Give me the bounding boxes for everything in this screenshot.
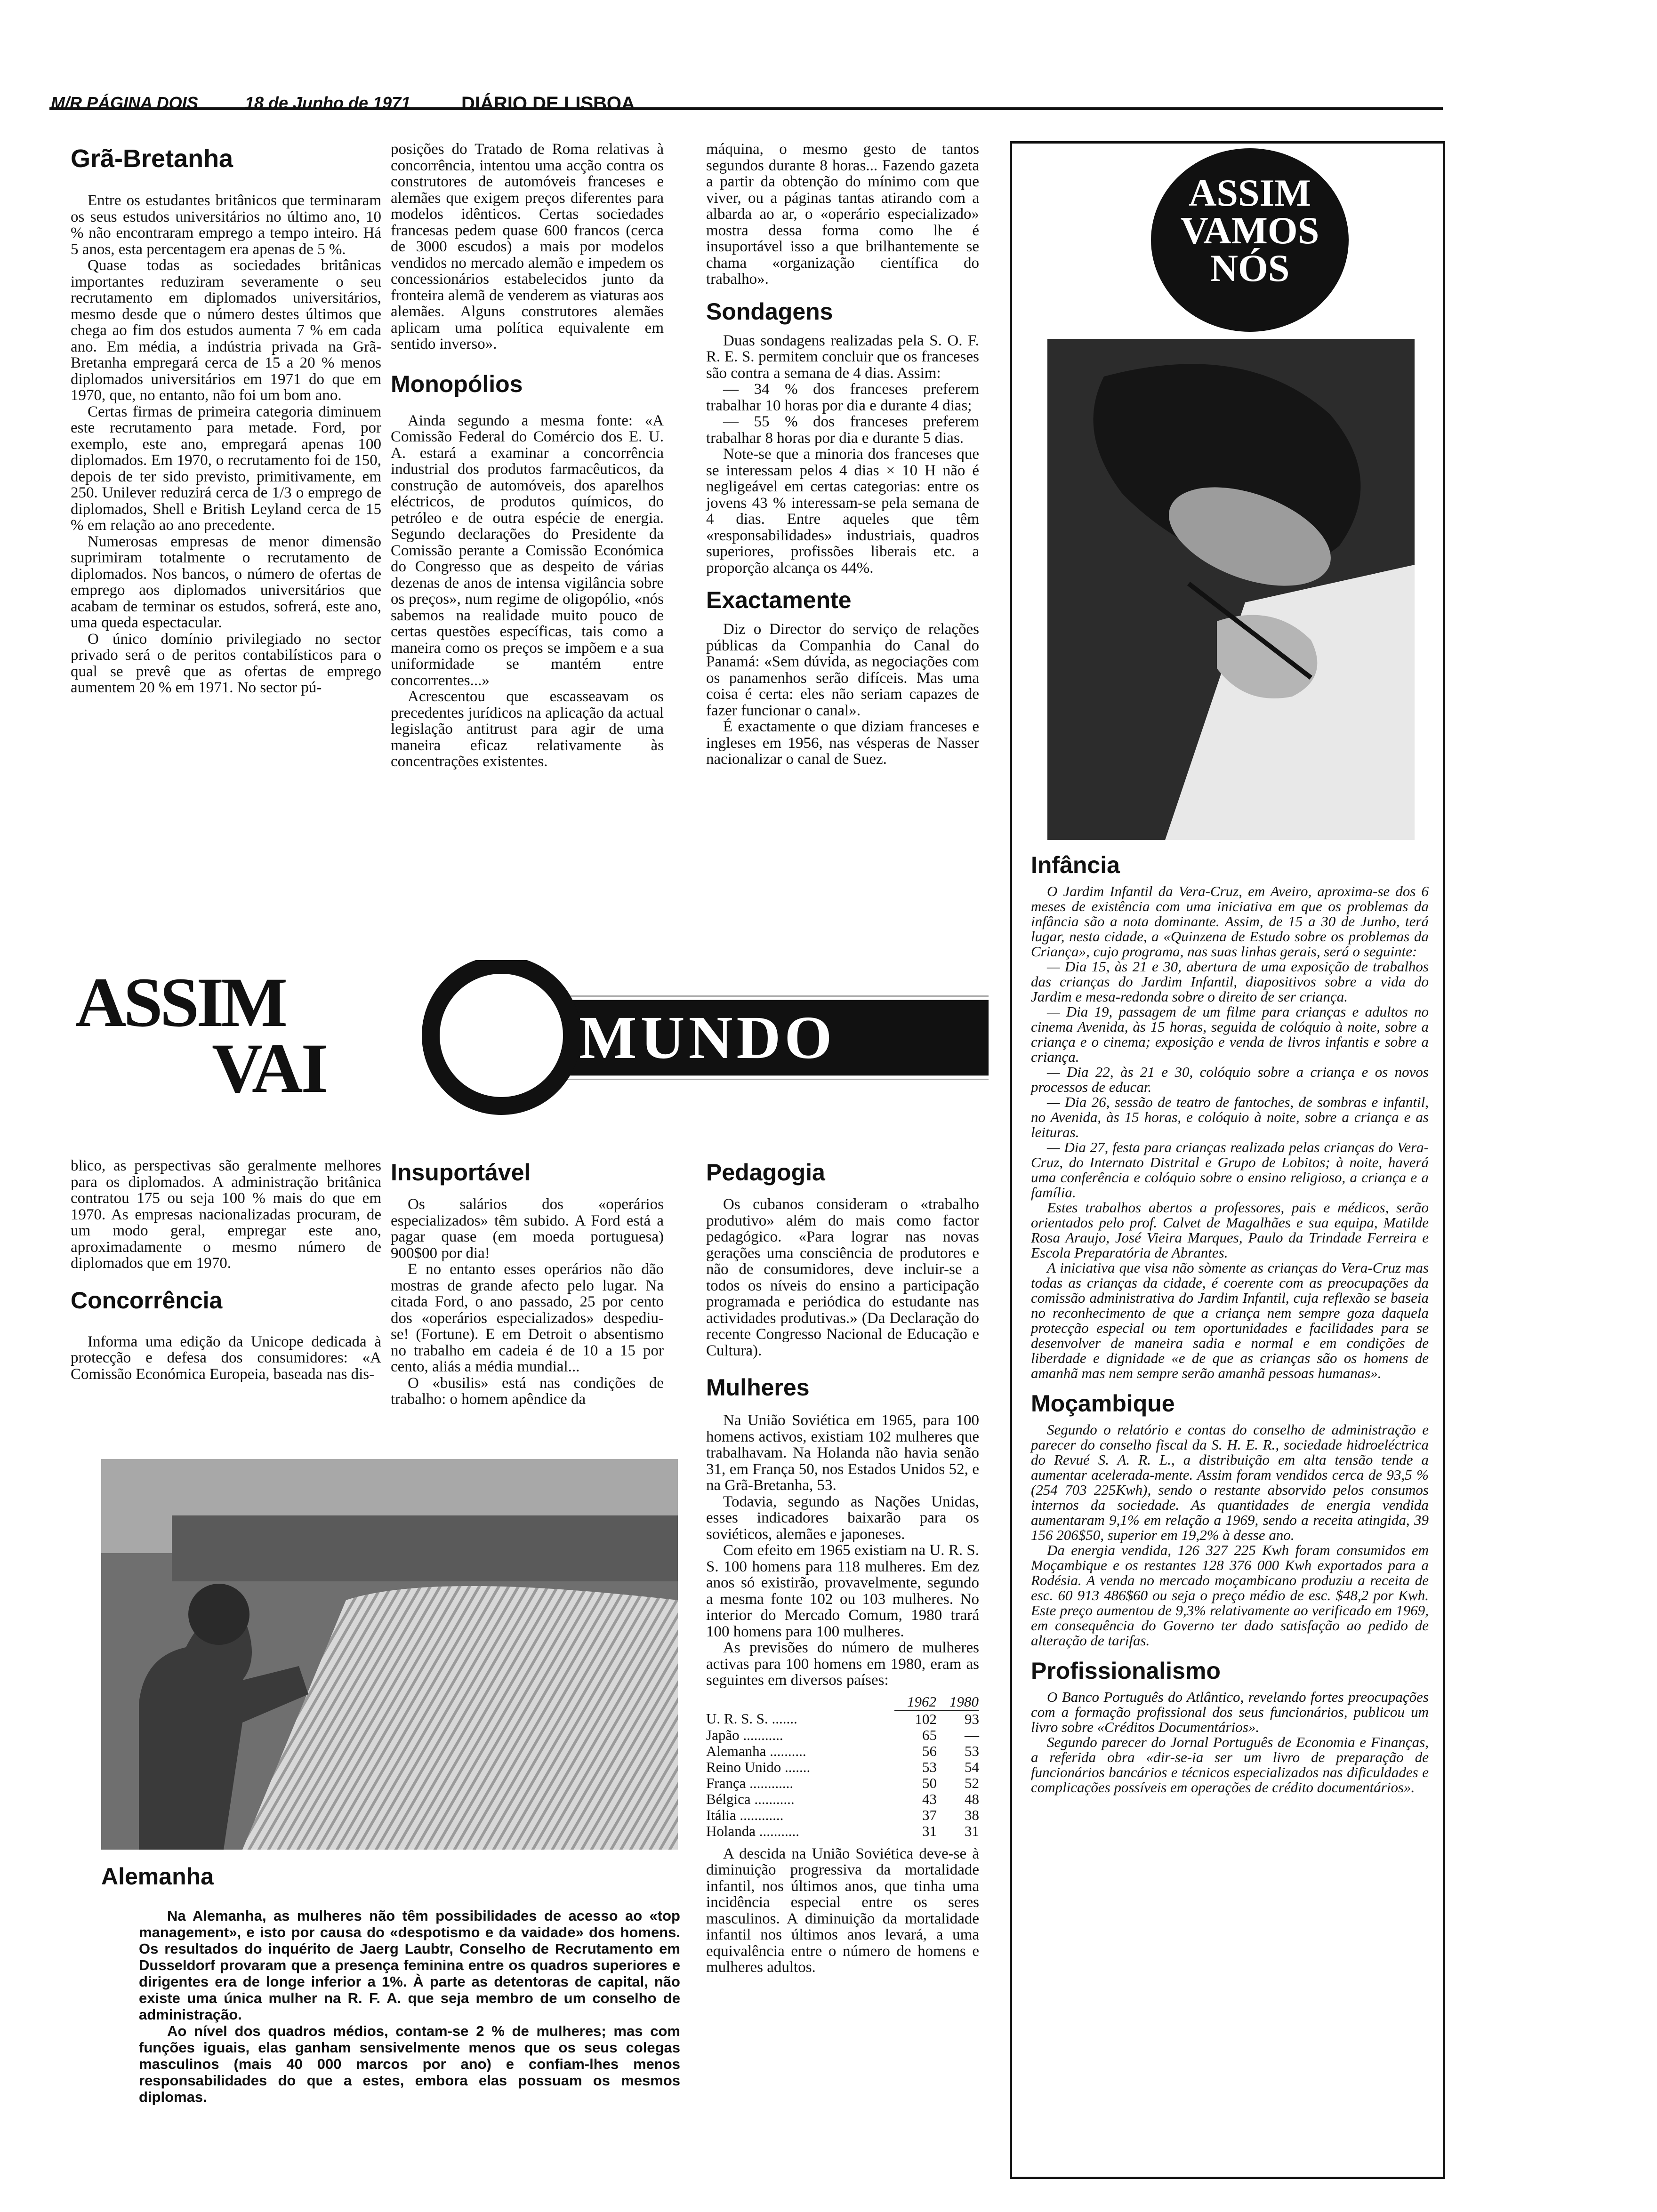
table-row	[706, 1727, 979, 1743]
paragraph: É exactamente o que diziam franceses e ingleses em 1956, nas vésperas de Nasser nacionalizar o canal de Suez.	[706, 718, 979, 768]
table-row	[706, 1711, 979, 1727]
paragraph: — 55 % dos franceses preferem trabalhar 8 horas por dia e durante 5 dias.	[706, 413, 979, 447]
paragraph: Segundo parecer do Jornal Português de Economia e Finanças, a referida obra «dir-se-ia ser um livro de preparação de funcionários bancários e técnicos especializados nas dificuldades e complicações possíveis em operações de crédito documentários».	[1031, 1734, 1429, 1795]
photo-child-writing	[1047, 339, 1415, 840]
column-insuportavel	[391, 1158, 664, 1408]
paragraph: — Dia 22, às 21 e 30, colóquio sobre a criança e os novos processos de educar.	[1031, 1064, 1429, 1095]
value-1980: 38	[965, 1806, 979, 1823]
stats-header-row	[706, 1693, 979, 1711]
value-1980: 53	[965, 1742, 979, 1759]
banner-mundo: MUNDO	[579, 1004, 836, 1072]
country: França ............	[706, 1774, 794, 1791]
country: Bélgica ...........	[706, 1790, 795, 1807]
paragraph: — 34 % dos franceses preferem trabalhar 10 horas por dia e durante 4 dias;	[706, 381, 979, 414]
paragraph: Estes trabalhos abertos a professores, pais e médicos, serão orientados pelo prof. Calvet de Magalhães e sua equipa, Matilde Rosa Araujo, José Vieira Marques, Paulo da Trindade Ferreira e Escola Preparatória de Abrantes.	[1031, 1199, 1429, 1261]
table-row	[706, 1823, 979, 1839]
value-1962: 31	[922, 1822, 937, 1839]
value-1980: 54	[965, 1758, 979, 1775]
paragraph: Numerosas empresas de menor dimensão suprimiram totalmente o recrutamento de diplomados. Nos bancos, o número de ofertas de emprego aos diplomados universitários que acabam de terminar os estudos, sofrerá, este ano, uma queda espectacular.	[71, 533, 381, 631]
table-row	[706, 1759, 979, 1775]
country: Itália ............	[706, 1806, 784, 1823]
table-row	[706, 1775, 979, 1791]
paragraph: A descida na União Soviética deve-se à diminuição progressiva da mortalidade infantil, nos últimos anos, que tinha uma incidência especial entre os seres masculinos. A diminuição da mortalidade infantil nos últimos anos levará, a uma equivalência entre o número de homens e mulheres adultos.	[706, 1845, 979, 1976]
logo-line: ASSIM	[1189, 171, 1311, 214]
heading-mulheres: Mulheres	[706, 1374, 810, 1401]
paragraph: Na Alemanha, as mulheres não têm possibilidades de acesso ao «top management», e isto por causa do «despotismo e da vaidade» dos homens. Os resultados do inquérito de Jaerg Laubtr, Conselho de Recrutamento em Dusseldorf provaram que a presença feminina entre os quadros superiores e dirigentes era de longe inferior a 1%. À parte as detentoras de capital, não existe uma única mulher na R. F. A. que seja membro de um conselho de administração.	[139, 1907, 680, 2023]
value-1962: 65	[922, 1726, 937, 1743]
table-row	[706, 1791, 979, 1807]
paragraph: Com efeito em 1965 existiam na U. R. S. S. 100 homens para 118 mulheres. Em dez anos só existirão, provavelmente, segundo a mesma fonte 102 ou 103 mulheres. No interior do Mercado Comum, 1980 trará 100 homens para 100 mulheres.	[706, 1542, 979, 1640]
paragraph: Duas sondagens realizadas pela S. O. F. R. E. S. permitem concluir que os franceses são contra a semana de 4 dias. Assim:	[706, 332, 979, 382]
stats-col-1980: 1980	[937, 1693, 979, 1711]
paragraph: O Banco Português do Atlântico, revelando fortes preocupações com a formação profissional dos seus funcionários, publicou um livro sobre «Créditos Documentários».	[1031, 1689, 1429, 1735]
paragraph: O «busilis» está nas condições de trabalho: o homem apêndice da	[391, 1374, 664, 1408]
paragraph: posições do Tratado de Roma relativas à concorrência, intentou uma acção contra os construtores de automóveis franceses e alemães que exigem preços diferentes para modelos idênticos. Certas sociedades francesas pedem quase 600 francos (cerca de 3000 escudos) a mais por modelos vendidos no mercado alemão e impedem os concessionários estabelecidos junto da fronteira alemã de venderem as viaturas aos alemães. Alguns construtores alemães aplicam uma política equivalente em sentido inverso».	[391, 141, 664, 353]
alemanha-body	[101, 1907, 680, 2105]
value-1962: 56	[922, 1742, 937, 1759]
paragraph: A iniciativa que visa não sòmente as crianças do Vera-Cruz mas todas as crianças da cidade, é coerente com as preocupações da comissão administrativa do Jardim Infantil, cuja reflexão se baseia no reconhecimento de que a criança nem sempre goza daquela protecção especial ou tem oportunidades e facilidades para se desenvolver de maneira sadia e normal e em condições de liberdade e dignidade «e de que as crianças são os homens de amanhã mas nem sempre serão amanhã pessoas humanas».	[1031, 1259, 1429, 1381]
photo-textile-illustration	[101, 1459, 678, 1850]
column-sondagens	[706, 141, 979, 768]
paragraph: Informa uma edição da Unicope dedicada à protecção e defesa dos consumidores: «A Comissão Económica Europeia, baseada nas dis-	[71, 1333, 381, 1383]
heading-profissionalismo: Profissionalismo	[1031, 1658, 1221, 1684]
country: U. R. S. S. .......	[706, 1710, 797, 1727]
column-gra-bretanha	[71, 144, 381, 696]
paragraph: Acrescentou que escasseavam os precedentes jurídicos na aplicação da actual legislação antitrust para agir de uma maneira eficaz relativamente às concentrações existentes.	[391, 688, 664, 770]
value-1962: 50	[922, 1774, 937, 1791]
issue-date: 18 de Junho de 1971	[245, 93, 411, 112]
paragraph: Segundo o relatório e contas do conselho de administração e parecer do conselho fiscal da S. H. E. R., sociedade hidroeléctrica do Revué S. A. R. L., a distribuição em alta tensão tende a aumentar acelerada-mente. Assim foram vendidos cerca de 93,5 % (254 703 225Kwh), sendo o restante absorvido pelos consumos internos da sociedade. As quantidades de energia vendida aumentaram 9,1% em relação a 1969, sendo a receita atingida, 39 156 206$50, superior em 19,2% à desse ano.	[1031, 1421, 1429, 1543]
paragraph: E no entanto esses operários não dão mostras de grande afecto pelo lugar. Na citada Ford, o ano passado, 25 por cento dos «operários especializados» despediu-se! (Fortune). E em Detroit o absentismo no trabalho em cadeia é de 10 a 15 por cento, aliás a média mundial...	[391, 1261, 664, 1375]
paragraph: Ao nível dos quadros médios, contam-se 2 % de mulheres; mas com funções iguais, elas ganham sensivelmente menos que os seus colegas masculinos (mais 40 000 marcos por ano) e confiam-lhes menos responsabilidades do que a estes, embora elas possuam os mesmos diplomas.	[139, 2023, 680, 2105]
banner-assim: ASSIM	[75, 963, 285, 1042]
logo-assim-vamos-nos	[1151, 148, 1349, 332]
table-row	[706, 1743, 979, 1759]
paragraph: Ainda segundo a mesma fonte: «A Comissão Federal do Comércio dos E. U. A. estará a examinar a concorrência industrial dos produtos farmacêuticos, da construção de automóveis, dos aparelhos eléctricos, de produtos químicos, do petróleo e de outra espécie de energia. Segundo declarações do Presidente da Comissão perante a Comissão Económica do Congresso que as despeito de várias dezenas de anos de intensa vigilância sobre os preços», num regime de oligopólio, «nós sabemos na realidade muito pouco de certas questões específicas, tais como a maneira como os preços se impõem e a sua uniformidade se mantém entre concorrentes...»	[391, 412, 664, 689]
value-1962: 43	[922, 1790, 937, 1807]
paragraph: Certas firmas de primeira categoria diminuem este recrutamento para metade. Ford, por exemplo, este ano, empregará apenas 100 diplomados. Em 1970, o recrutamento foi de 150, depois de ter sido previsto, primitivamente, em 250. Unilever reduzirá cerca de 1/3 o emprego de diplomados, Shell e British Leyland cerca de 15 % em relação ao ano precedente.	[71, 403, 381, 534]
column-concorrencia	[71, 1158, 381, 1382]
paragraph: Quase todas as sociedades britânicas importantes reduziram severamente o seu recrutamento em diplomados universitários, mesmo desde que o número destes últimos que chega ao fim dos estudos aumenta 7 % em cada ano. Em média, a indústria privada na Grã-Bretanha empregará cerca de 15 a 20 % menos diplomados universitários em 1971 do que em 1970, que, no entanto, não foi um bom ano.	[71, 257, 381, 404]
paragraph: Todavia, segundo as Nações Unidas, esses indicadores baixarão para os soviéticos, alemães e japoneses.	[706, 1493, 979, 1543]
heading-sondagens: Sondagens	[706, 298, 833, 325]
paragraph: — Dia 19, passagem de um filme para crianças e adultos no cinema Avenida, às 15 horas, seguida de colóquio à noite, sobre a criança e o cinema; exposição e venda de livros infantis e sobre a criança.	[1031, 1003, 1429, 1065]
heading-insuportavel: Insuportável	[391, 1159, 531, 1186]
banner-assim-vai-o-mundo	[71, 960, 989, 1115]
paragraph: Os cubanos consideram o «trabalho produtivo» além do mais como factor pedagógico. «Para lograr nas novas gerações uma consciência de produtores e não de consumidores, deve incluir-se a todos os níveis do ensino a participação programada e periódica do estudante nas actividades produtivas.» (Da Declaração do recente Congresso Nacional de Educação e Cultura).	[706, 1196, 979, 1359]
paragraph: — Dia 15, às 21 e 30, abertura de uma exposição de trabalhos das crianças do Jardim Infantil, diapositivos sobre a vida do Jardim e mesa-redonda sobre o direito de ser criança.	[1031, 958, 1429, 1005]
banner-vai: VAI	[212, 1029, 327, 1107]
banner-o-ring	[431, 965, 572, 1106]
value-1980: 52	[965, 1774, 979, 1791]
paragraph: — Dia 27, festa para crianças realizada pelas crianças do Vera-Cruz, do Internato Distrital e Grupo de Lobitos; à noite, haverá uma conferência e colóquio sobre o ensino religioso, a criança e a família.	[1031, 1139, 1429, 1201]
heading-gra-bretanha: Grã-Bretanha	[71, 144, 233, 173]
newspaper-name: DIÁRIO DE LISBOA	[461, 93, 635, 114]
section-alemanha	[101, 1861, 680, 2105]
paragraph: O Jardim Infantil da Vera-Cruz, em Aveiro, aproxima-se dos 6 meses de existência com uma iniciativa em que os problemas da infância são a nota dominante. Assim, de 15 a 30 de Junho, terá lugar, nesta cidade, a «Quinzena de Estudo sobre os problemas da Criança», cujo programa, nas suas linhas gerais, será o seguinte:	[1031, 883, 1429, 960]
value-1962: 37	[922, 1806, 937, 1823]
heading-concorrencia: Concorrência	[71, 1287, 223, 1314]
heading-mocambique: Moçambique	[1031, 1390, 1175, 1417]
stats-col-1962: 1962	[894, 1693, 937, 1711]
paragraph: Na União Soviética em 1965, para 100 homens activos, existiam 102 mulheres que trabalhavam. Na Holanda não havia senão 31, em França 50, nos Estados Unidos 52, e na Grã-Bretanha, 53.	[706, 1412, 979, 1494]
heading-pedagogia: Pedagogia	[706, 1159, 825, 1186]
paragraph: O único domínio privilegiado no sector privado será o de peritos contabilísticos para o qual se prevê que as ofertas de emprego aumentem 20 % em 1971. No sector pú-	[71, 630, 381, 696]
photo-textile-worker	[101, 1459, 678, 1850]
table-row	[706, 1807, 979, 1823]
column-pedagogia-mulheres	[706, 1158, 979, 1976]
value-1962: 102	[915, 1710, 937, 1727]
heading-monopolios: Monopólios	[391, 370, 523, 397]
paragraph: Note-se que a minoria dos franceses que se interessam pelos 4 dias × 10 H não é negligeável em certas categorias: entre os jovens 43 % interessam-se pela semana de 4 dias. Entre aqueles que têm «responsabilidades» industriais, quadros superiores, profissões liberais etc. a proporção alcança os 44%.	[706, 446, 979, 577]
paragraph: Entre os estudantes britânicos que terminaram os seus estudos universitários no último ano, 10 % não encontraram emprego a tempo inteiro. Há 5 anos, esta percentagem era apenas de 5 %.	[71, 192, 381, 258]
value-1980: —	[965, 1726, 979, 1743]
paragraph: As previsões do número de mulheres activas para 100 homens em 1980, eram as seguintes em diversos países:	[706, 1639, 979, 1689]
photo-child-illustration	[1047, 339, 1415, 840]
stats-table	[706, 1693, 979, 1839]
value-1980: 31	[965, 1822, 979, 1839]
header-rule	[49, 107, 1443, 110]
paragraph: — Dia 26, sessão de teatro de fantoches, de sombras e infantil, no Avenida, às 15 horas, e colóquio à noite, sobre a criança e as leituras.	[1031, 1094, 1429, 1140]
heading-alemanha: Alemanha	[101, 1863, 214, 1890]
paragraph: máquina, o mesmo gesto de tantos segundos durante 8 horas... Fazendo gazeta a partir da obtenção do mínimo com que viver, ou a páginas tantas atirando com a albarda ao ar, o «operário especializado» mostra dessa forma como lhe é insuportável isso a que brilhantemente se chama «organização científica do trabalho».	[706, 141, 979, 288]
logo-line: NÓS	[1210, 247, 1290, 289]
paragraph: Os salários dos «operários especializados» têm subido. A Ford está a pagar quase (em moeda portuguesa) 900$00 por dia!	[391, 1196, 664, 1262]
heading-infancia: Infância	[1031, 852, 1120, 878]
page-label: M/R PÁGINA DOIS	[51, 93, 198, 112]
paragraph: blico, as perspectivas são geralmente melhores para os diplomados. A administração britânica contratou 175 ou seja 100 % mais do que em 1970. As empresas nacionalizadas procuram, de um modo geral, empregar este ano, aproximadamente o mesmo número de diplomados que em 1970.	[71, 1157, 381, 1272]
value-1980: 48	[965, 1790, 979, 1807]
photo-worker-head	[188, 1584, 249, 1645]
value-1962: 53	[922, 1758, 937, 1775]
country: Reino Unido .......	[706, 1758, 811, 1775]
column-monopolios	[391, 141, 664, 770]
paragraph: Da energia vendida, 126 327 225 Kwh foram consumidos em Moçambique e os restantes 128 376 000 Kwh exportados para a Rodésia. A venda no mercado moçambicano produziu a receita de esc. 60 913 486$60 ou seja o preço médio de esc. $48,2 por Kwh. Este preço aumentou de 9,3% relativamente ao verificado em 1969, em consequência do Governo ter dado satisfação ao pedido de alteração de tarifas.	[1031, 1542, 1429, 1649]
right-column-text	[1031, 842, 1429, 1795]
country: Alemanha ..........	[706, 1742, 806, 1759]
heading-exactamente: Exactamente	[706, 587, 852, 613]
paragraph: Diz o Director do serviço de relações públicas da Companhia do Canal do Panamá: «Sem dúvida, as negociações com os panamenhos serão difíceis. Mas uma coisa é certa: eles não seriam capazes de fazer funcionar o canal».	[706, 621, 979, 719]
country: Japão ...........	[706, 1726, 783, 1743]
photo-machinery-band	[172, 1515, 678, 1581]
right-column-box	[1010, 141, 1445, 2179]
value-1980: 93	[965, 1710, 979, 1727]
country: Holanda ...........	[706, 1822, 800, 1839]
logo-line: VAMOS	[1180, 209, 1319, 252]
